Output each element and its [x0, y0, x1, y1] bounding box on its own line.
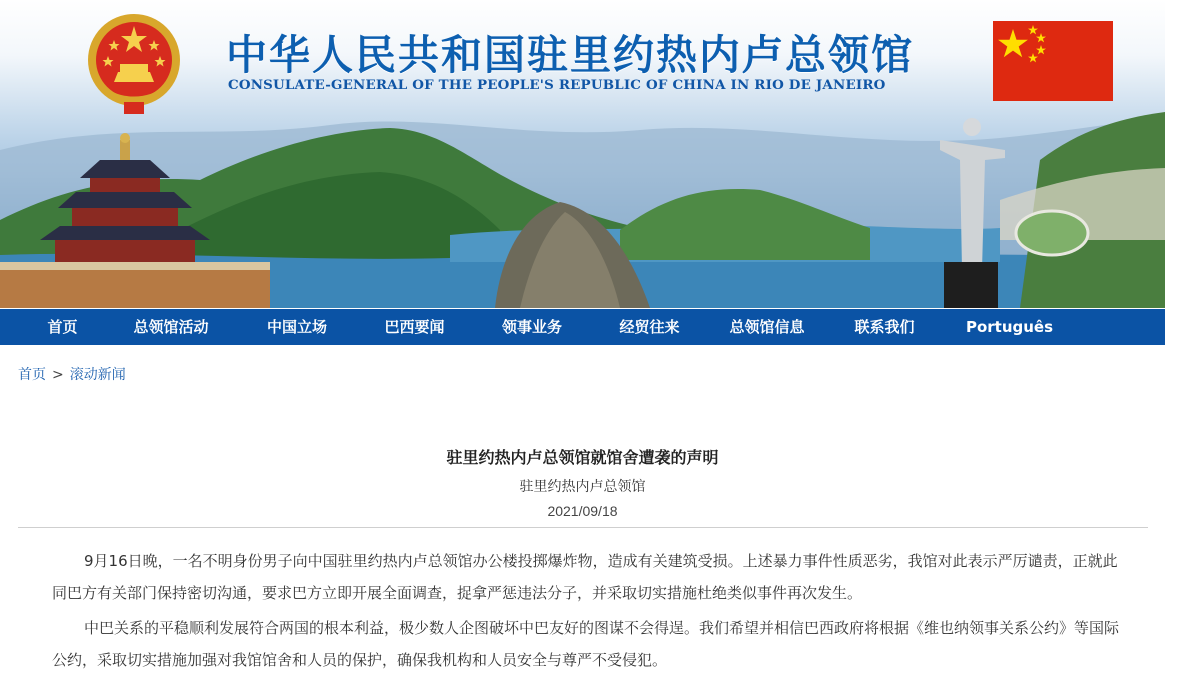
nav-item-home[interactable]: 首页 [47, 318, 78, 336]
article-divider [18, 527, 1148, 528]
nav-item-consular-services[interactable]: 领事业务 [501, 318, 562, 336]
article-source: 驻里约热内卢总领馆 [519, 479, 646, 495]
nav-item-brazil-news[interactable]: 巴西要闻 [384, 318, 445, 336]
article-title: 驻里约热内卢总领馆就馆舍遭袭的声明 [446, 448, 719, 467]
breadcrumb-separator: > [52, 367, 64, 383]
article-paragraph: 中巴关系的平稳顺利发展符合两国的根本利益，极少数人企图破坏中巴友好的图谋不会得逞。我们希望并相信巴西政府将根据《维也纳领事关系公约》等国际公约，采取切实措施加强对我馆馆舍和人员的保护，确保我机构和人员安全与尊严不受侵犯。 [52, 619, 1120, 669]
site-title-cn: 中华人民共和国驻里约热内卢总领馆 [226, 31, 914, 79]
site-title-en: CONSULATE-GENERAL OF THE PEOPLE'S REPUBLIC OF CHINA IN RIO DE JANEIRO [228, 77, 886, 93]
nav-item-trade[interactable]: 经贸往来 [619, 318, 680, 336]
breadcrumb-current-link[interactable]: 滚动新闻 [69, 367, 126, 383]
main-nav [0, 309, 1165, 345]
breadcrumb [18, 364, 126, 384]
nav-item-china-position[interactable]: 中国立场 [266, 318, 327, 336]
nav-item-consulate-info[interactable]: 总领馆信息 [729, 318, 805, 336]
breadcrumb-home-link[interactable]: 首页 [18, 367, 46, 383]
nav-item-contact[interactable]: 联系我们 [854, 318, 915, 336]
article-paragraph: 9月16日晚，一名不明身份男子向中国驻里约热内卢总领馆办公楼投掷爆炸物，造成有关建筑受损。上述暴力事件性质恶劣，我馆对此表示严厉谴责，正就此同巴方有关部门保持密切沟通，要求巴方立即开展全面调查，捉拿严惩违法分子，并采取切实措施杜绝类似事件再次发生。 [52, 552, 1118, 602]
nav-item-portugues[interactable]: Português [965, 318, 1054, 336]
nav-item-consulate-activities[interactable]: 总领馆活动 [133, 318, 209, 336]
site-banner [0, 0, 1165, 308]
china-flag-icon [993, 21, 1113, 101]
national-emblem-icon [84, 12, 184, 116]
article-date: 2021/09/18 [547, 503, 618, 519]
